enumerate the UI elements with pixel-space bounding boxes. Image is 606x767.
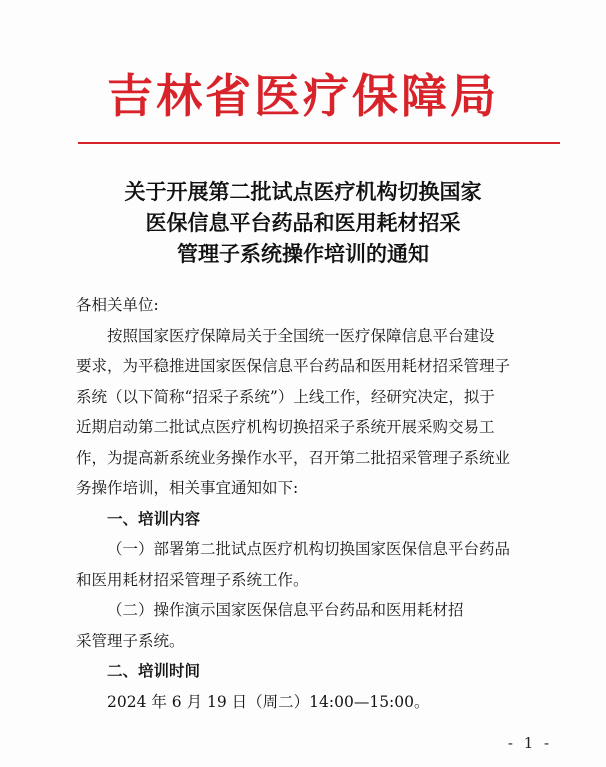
intro-line-5: 作，为提高新系统业务操作水平，召开第二批招采管理子系统业 [76, 448, 511, 467]
intro-line-6: 务操作培训，相关事宜通知如下: [76, 479, 299, 497]
addressee: 各相关单位: [76, 296, 159, 314]
intro-line-2: 要求，为平稳推进国家医保信息平台药品和医用耗材招采管理子 [76, 357, 511, 375]
title-line-2: 医保信息平台药品和医用耗材招采 [145, 210, 461, 235]
section-heading-training-time: 二、培训时间 [107, 662, 201, 680]
document-body [76, 290, 556, 717]
intro-line-3: 系统（以下简称“招采子系统”）上线工作，经研究决定，拟于 [76, 387, 495, 406]
page-number: - 1 - [507, 734, 553, 752]
item-1-line-2: 和医用耗材招采管理子系统工作。 [76, 570, 309, 589]
red-divider-line [78, 142, 560, 144]
intro-line-4: 近期启动第二批试点医疗机构切换招采子系统开展采购交易工 [76, 418, 495, 436]
document-title [0, 176, 606, 269]
intro-line-1: 按照国家医疗保障局关于全国统一医疗保障信息平台建设 [107, 326, 495, 345]
item-2-line-2: 采管理子系统。 [76, 631, 185, 650]
title-line-3: 管理子系统操作培训的通知 [177, 241, 429, 266]
training-time: 2024 年 6 月 19 日（周二）14:00—15:00。 [107, 692, 430, 711]
item-2-line-1: （二）操作演示国家医保信息平台药品和医用耗材招 [107, 601, 464, 619]
agency-header: 吉林省医疗保障局 [107, 69, 499, 123]
section-heading-training-content: 一、培训内容 [107, 509, 201, 528]
title-line-1: 关于开展第二批试点医疗机构切换国家 [124, 179, 482, 204]
item-1-line-1: （一）部署第二批试点医疗机构切换国家医保信息平台药品 [107, 540, 511, 558]
